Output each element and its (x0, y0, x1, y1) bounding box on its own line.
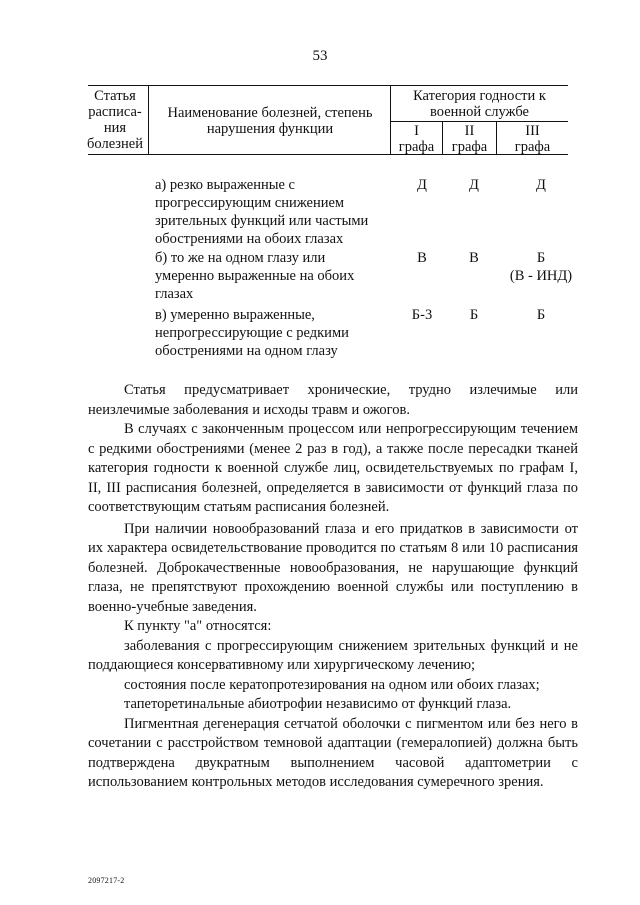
col-article-header: Статья расписа- ния болезней (87, 88, 143, 152)
col-category-header: Категория годности к военной службе (413, 88, 546, 120)
row-name: в) умеренно выраженные, непрогрессирующие с редкими обострениями на одном глазу (155, 307, 349, 359)
table-row (0, 176, 640, 246)
footer-code: 2097217-2 (88, 876, 125, 885)
paragraph: Статья предусматривает хронические, трудно излечимые или неизлечимые заболевания и исходы травм и ожогов. (88, 382, 578, 418)
table-header (88, 85, 568, 155)
body-text (88, 381, 578, 793)
header-top-line (88, 85, 568, 86)
grafa-III-value: Д (536, 177, 546, 193)
paragraph: Пигментная дегенерация сетчатой оболочки с пигментом или без него в сочетании с расстройством темновой адаптации (гемералопией) должна быть подтверждена двукратным выполнением часовой адаптометрии с использованием контрольных методов исследования сумеречного зрения. (88, 715, 578, 790)
grafa-II-value: В (469, 250, 479, 266)
col-name-header: Наименование болезней, степень нарушения функции (167, 105, 373, 137)
paragraph: При наличии новообразований глаза и его придатков в зависимости от их характера освидетельствование проводится по статьям 8 или 10 расписания болезней. Доброкачественные новообразования, не нарушающие функций глаза, не препятствуют прохождению военной службы или поступлению в военно-учебные заведения. (88, 520, 578, 615)
grafa-III-header: III графа (514, 123, 551, 155)
table-row (0, 306, 640, 360)
header-divider-1 (148, 85, 149, 155)
grafa-II-value: Б (469, 307, 479, 323)
paragraph: В случаях с законченным процессом или непрогрессирующим течением с редкими обострениями (менее 2 раз в год), а также после пересадки тканей категория годности к военной службе лиц, освидетельствуемых по графам I, II, III расписания болезней, определяется в зависимости от функций глаза по соответствующим статьям расписания болезней. (88, 421, 578, 515)
row-name: б) то же на одном глазу или умеренно выраженные на обоих глазах (155, 250, 355, 302)
row-name: а) резко выраженные с прогрессирующим снижением зрительных функций или частыми обострениями на обоих глазах (155, 177, 369, 247)
paragraph: состояния после кератопротезирования на одном или обоих глазах; (124, 676, 540, 693)
paragraph: К пункту "а" относятся: (124, 618, 272, 634)
header-sub-hline (390, 121, 568, 122)
paragraph: заболевания с прогрессирующим снижением зрительных функций и не поддающиеся консервативному или хирургическому лечению; (88, 637, 578, 673)
grafa-II-header: II графа (451, 123, 488, 155)
grafa-III-value: Б (536, 307, 546, 323)
paragraph: тапеторетинальные абиотрофии независимо от функций глаза. (124, 696, 512, 712)
table-row (0, 249, 640, 303)
grafa-I-header: I графа (398, 123, 435, 155)
grafa-I-value: Д (417, 177, 427, 193)
grafa-I-value: В (417, 250, 427, 266)
page-number: 53 (312, 48, 328, 64)
grafa-II-value: Д (469, 177, 479, 193)
grafa-III-value: Б (В - ИНД) (509, 250, 573, 284)
grafa-I-value: Б-3 (411, 307, 433, 323)
